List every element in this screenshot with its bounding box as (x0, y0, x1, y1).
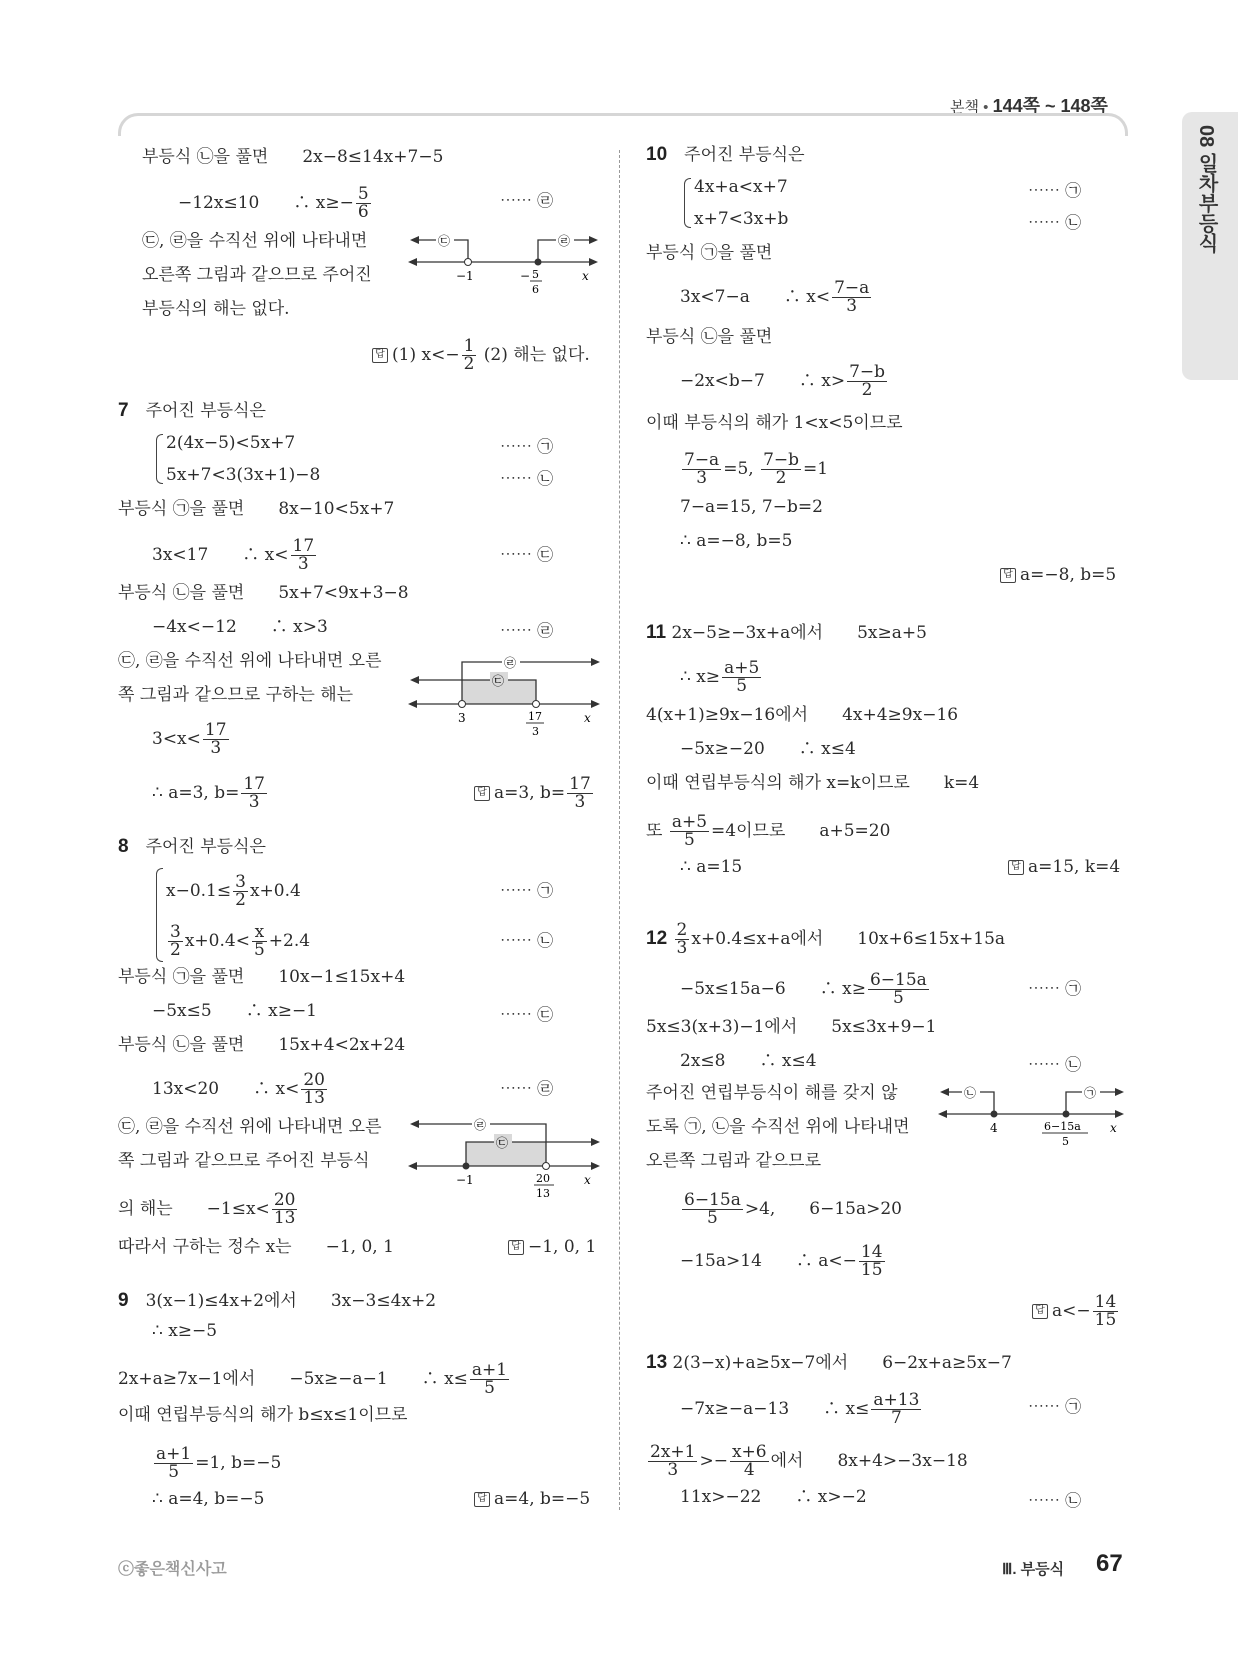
text-line: 쪽 그림과 같으므로 주어진 부등식 (118, 1151, 370, 1171)
tick-label: −1 (456, 269, 474, 283)
axis-label: x (1110, 1121, 1117, 1135)
text-line: −15a>14 ∴ a<− $\frac{14}{15}$ (680, 1242, 883, 1280)
system-brace (684, 178, 691, 228)
tick-label-num: 5 (532, 268, 539, 281)
equation-tag: ⋯⋯ ㉠ (500, 881, 554, 900)
equation-tag: ⋯⋯ ㉠ (1028, 979, 1082, 998)
label-c: ㉢ (438, 234, 451, 248)
problem-9-heading: 9 3(x−1)≤4x+2에서 3x−3≤4x+2 (118, 1290, 437, 1311)
label-d: ㉣ (504, 656, 517, 670)
page-number: 67 (1096, 1550, 1123, 1577)
answer-icon: 답 (474, 1492, 490, 1507)
axis-label: x (584, 711, 591, 725)
text-line: 3x<17 ∴ x< $\frac{17}{3}$ (152, 536, 315, 574)
text-line: 오른쪽 그림과 같으므로 주어진 (142, 265, 372, 285)
label-d: ㉣ (558, 234, 571, 248)
tick-label: 3 (458, 711, 466, 725)
equation-tag: ⋯⋯ ㉡ (500, 469, 554, 488)
text-line: 부등식 ㉡을 풀면 5x+7<9x+3−8 (118, 583, 409, 603)
text-line: 부등식 ㉠을 풀면 8x−10<5x+7 (118, 499, 395, 519)
text-line: 부등식 ㉠을 풀면 (646, 243, 773, 263)
text-line: 2x+a≥7x−1에서 −5x≥−a−1 ∴ x≤ $\frac{a+1}{5}$ (118, 1360, 508, 1398)
system-eq-1: x−0.1≤ $\frac{3}{2}$ x+0.4 (166, 872, 301, 910)
tick-label-num: 20 (536, 1172, 550, 1185)
chapter-title: 08 일차부등식 (1195, 125, 1217, 253)
answer-line: 답 a=15, k=4 (1008, 856, 1120, 878)
tick-label-den: 6 (532, 283, 539, 296)
label-a: ㉠ (1084, 1086, 1097, 1100)
text-line: $\frac{a+1}{5}$ =1, b=−5 (156, 1444, 282, 1482)
text-line: −5x≤5 ∴ x≥−1 (152, 1001, 318, 1021)
problem-7-heading: 7 주어진 부등식은 (118, 400, 266, 421)
number-line-diagram (938, 1078, 1124, 1150)
label-d: ㉣ (474, 1118, 487, 1132)
text-line: 주어진 연립부등식이 해를 갖지 않 (646, 1083, 898, 1103)
text-line: ∴ a=15 (680, 857, 743, 877)
footer-chapter: Ⅲ. 부등식 (1002, 1561, 1065, 1578)
problem-10-heading: 10 주어진 부등식은 (646, 144, 805, 165)
text-line: ∴ x≥ $\frac{a+5}{5}$ (680, 658, 760, 696)
text-line: −5x≤15a−6 ∴ x≥ $\frac{6-15a}{5}$ (680, 970, 927, 1008)
answer-line: 답 a=4, b=−5 (474, 1488, 590, 1510)
page-top-border (118, 113, 1128, 136)
equation-tag: ⋯⋯ ㉡ (1028, 1491, 1082, 1510)
tick-label-num: 6−15a (1044, 1120, 1081, 1133)
system-eq-1: 2(4x−5)<5x+7 (166, 433, 296, 453)
equation-tag: ⋯⋯ ㉠ (500, 437, 554, 456)
number-line-diagram (408, 226, 598, 306)
text-line: 7−a=15, 7−b=2 (680, 497, 823, 517)
text-line: 부등식의 해는 없다. (142, 299, 290, 319)
text-line: 도록 ㉠, ㉡을 수직선 위에 나타내면 (646, 1117, 910, 1137)
problem-12-heading: 12 $\frac{2}{3}$ x+0.4≤x+a에서 10x+6≤15x+15a (646, 920, 1006, 958)
text-line: 3x<7−a ∴ x< $\frac{7-a}{3}$ (680, 278, 870, 316)
number-line-diagram (408, 1112, 600, 1204)
text-line: −12x≤10 ∴ x≥− $\frac{5}{6}$ (178, 184, 369, 222)
tick-label-den: 3 (532, 725, 539, 738)
problem-8-heading: 8 주어진 부등식은 (118, 836, 266, 857)
answer-icon: 답 (508, 1240, 524, 1255)
equation-tag: ⋯⋯ ㉠ (1028, 1397, 1082, 1416)
text-line: 의 해는 −1≤x< $\frac{20}{13}$ (118, 1190, 296, 1228)
text-line: $\frac{6-15a}{5}$ >4, 6−15a>20 (684, 1190, 902, 1228)
text-line: −7x≥−a−13 ∴ x≤ $\frac{a+13}{7}$ (680, 1390, 920, 1428)
text-line: ∴ a=−8, b=5 (680, 531, 793, 551)
answer-line: 답 a<− $\frac{14}{15}$ (1032, 1294, 1120, 1329)
number-line-diagram (408, 650, 600, 740)
text-line: −2x<b−7 ∴ x> $\frac{7-b}{2}$ (680, 362, 886, 400)
text-line: 쪽 그림과 같으므로 구하는 해는 (118, 685, 354, 705)
text-line: 13x<20 ∴ x< $\frac{20}{13}$ (152, 1070, 325, 1108)
text-line: 따라서 구하는 정수 x는 −1, 0, 1 (118, 1237, 394, 1257)
answer-line: 답 (1) x<− $\frac{1}{2}$ (2) 해는 없다. (372, 338, 590, 373)
text-line: 3<x< $\frac{17}{3}$ (152, 720, 227, 758)
system-brace (156, 434, 163, 484)
text-line: ㉢, ㉣을 수직선 위에 나타내면 (142, 231, 368, 251)
tick-label: 4 (990, 1121, 998, 1135)
text-line: 오른쪽 그림과 같으므로 (646, 1151, 822, 1171)
system-brace (156, 868, 163, 962)
text-line: ∴ a=4, b=−5 (152, 1489, 265, 1509)
text-line: −4x<−12 ∴ x>3 (152, 617, 328, 637)
tick-label-den: 13 (536, 1187, 550, 1200)
tick-label-sign: − (520, 269, 531, 283)
text-line: 또 $\frac{a+5}{5}$ =4이므로 a+5=20 (646, 812, 891, 850)
label-c: ㉢ (492, 674, 505, 688)
system-eq-2: 5x+7<3(3x+1)−8 (166, 465, 321, 485)
text-line: 이때 연립부등식의 해가 b≤x≤1이므로 (118, 1405, 408, 1425)
axis-label: x (582, 269, 589, 283)
text-line: ㉢, ㉣을 수직선 위에 나타내면 오른 (118, 1117, 382, 1137)
text-line: $\frac{7-a}{3}$ =5, $\frac{7-b}{2}$ =1 (684, 450, 829, 488)
answer-icon: 답 (1000, 568, 1016, 583)
tick-label-num: 17 (528, 710, 542, 723)
text-line: 부등식 ㉡을 풀면 2x−8≤14x+7−5 (142, 147, 444, 167)
equation-tag: ⋯⋯ ㉡ (500, 931, 554, 950)
publisher-logo: ⓒ좋은책신사고 (118, 1561, 227, 1578)
text-line: 이때 부등식의 해가 1<x<5이므로 (646, 413, 903, 433)
system-eq-2: x+7<3x+b (694, 209, 789, 229)
text-line: 이때 연립부등식의 해가 x=k이므로 k=4 (646, 773, 980, 793)
header-page-range: 144쪽 ~ 148쪽 (992, 96, 1108, 116)
answer-icon: 답 (1008, 860, 1024, 875)
column-divider (619, 150, 620, 1510)
equation-tag: ⋯⋯ ㉣ (500, 191, 554, 210)
text-line: −5x≥−20 ∴ x≤4 (680, 739, 856, 759)
header-book: 본책 (950, 99, 979, 116)
problem-11-heading: 11 2x−5≥−3x+a에서 5x≥a+5 (646, 622, 927, 643)
axis-label: x (584, 1173, 591, 1187)
text-line: 2x≤8 ∴ x≤4 (680, 1051, 817, 1071)
text-line: ∴ a=3, b= $\frac{17}{3}$ (152, 774, 265, 812)
label-c: ㉢ (496, 1136, 509, 1150)
equation-tag: ⋯⋯ ㉢ (500, 1005, 554, 1024)
text-line: ∴ x≥−5 (152, 1321, 218, 1341)
text-line: 부등식 ㉠을 풀면 10x−1≤15x+4 (118, 967, 406, 987)
equation-tag: ⋯⋯ ㉡ (1028, 213, 1082, 232)
tick-label: −1 (456, 1173, 474, 1187)
answer-icon: 답 (372, 348, 388, 363)
text-line: $\frac{2x+1}{3}$ >− $\frac{x+6}{4}$ 에서 8x+4>−3x−18 (650, 1442, 968, 1480)
text-line: 5x≤3(x+3)−1에서 5x≤3x+9−1 (646, 1017, 937, 1037)
answer-icon: 답 (474, 786, 490, 801)
header-pages: 본책 • 144쪽 ~ 148쪽 (950, 96, 1108, 116)
problem-13-heading: 13 2(3−x)+a≥5x−7에서 6−2x+a≥5x−7 (646, 1352, 1012, 1373)
equation-tag: ⋯⋯ ㉣ (500, 1079, 554, 1098)
answer-line: 답 a=3, b= $\frac{17}{3}$ (474, 776, 595, 811)
text-line: 11x>−22 ∴ x>−2 (680, 1487, 867, 1507)
answer-line: 답 −1, 0, 1 (508, 1236, 596, 1258)
answer-icon: 답 (1032, 1304, 1048, 1319)
system-eq-1: 4x+a<x+7 (694, 177, 788, 197)
text-line: 부등식 ㉡을 풀면 15x+4<2x+24 (118, 1035, 406, 1055)
text-line: 4(x+1)≥9x−16에서 4x+4≥9x−16 (646, 705, 959, 725)
label-b: ㉡ (964, 1086, 977, 1100)
equation-tag: ⋯⋯ ㉢ (500, 545, 554, 564)
tick-label-den: 5 (1062, 1135, 1069, 1148)
equation-tag: ⋯⋯ ㉠ (1028, 181, 1082, 200)
equation-tag: ⋯⋯ ㉣ (500, 621, 554, 640)
text-line: ㉢, ㉣을 수직선 위에 나타내면 오른 (118, 651, 382, 671)
text-line: 부등식 ㉡을 풀면 (646, 327, 773, 347)
equation-tag: ⋯⋯ ㉡ (1028, 1055, 1082, 1074)
answer-line: 답 a=−8, b=5 (1000, 564, 1116, 586)
system-eq-2: $\frac{3}{2}$ x+0.4< $\frac{x}{5}$ +2.4 (170, 922, 311, 960)
